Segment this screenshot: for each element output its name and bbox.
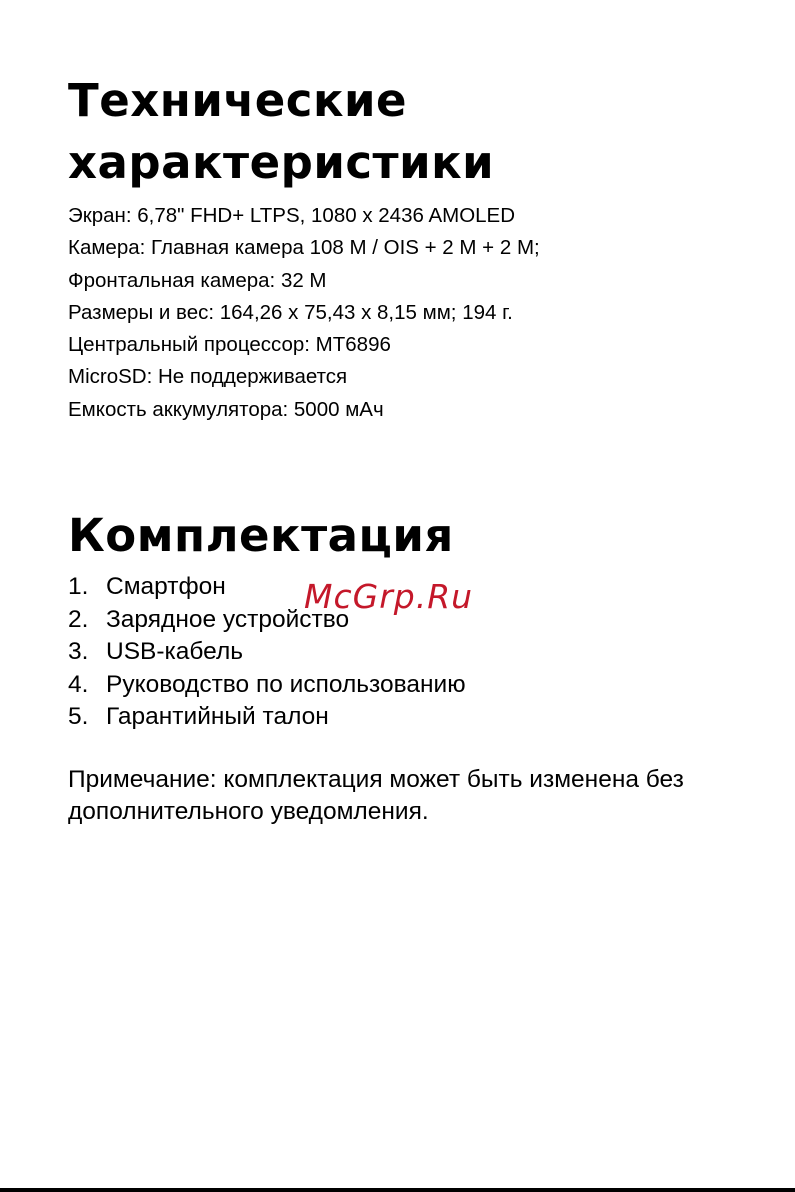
package-item-number: 3. xyxy=(68,638,89,665)
package-item-label: Смартфон xyxy=(106,573,226,600)
spec-line-screen: Экран: 6,78" FHD+ LTPS, 1080 x 2436 AMOLED xyxy=(68,204,516,227)
package-item-label: Зарядное устройство xyxy=(106,605,350,633)
package-item-number: 5. xyxy=(68,703,89,730)
spec-line-microsd: MicroSD: Не поддерживается xyxy=(68,365,348,389)
package-item-user-guide xyxy=(68,669,466,702)
spec-line-main-camera: Камера: Главная камера 108 M / OIS + 2 M + 2 M; xyxy=(68,236,540,260)
specifications-title: Технические характеристики xyxy=(68,74,495,189)
package-item-label: Руководство по использованию xyxy=(106,670,466,698)
spec-line-processor: Центральный процессор: MT6896 xyxy=(68,333,391,357)
spec-line-battery: Емкость аккумулятора: 5000 мАч xyxy=(68,397,384,421)
package-note: Примечание: комплектация может быть изменена без дополнительного уведомления. xyxy=(68,766,684,825)
spec-line-front-camera: Фронтальная камера: 32 M xyxy=(68,268,327,292)
package-item-usb-cable xyxy=(68,636,466,669)
package-item-label: Гарантийный талон xyxy=(106,703,329,730)
package-item-number: 4. xyxy=(68,670,89,698)
spec-line-dimensions: Размеры и вес: 164,26 x 75,43 x 8,15 мм; 194 г. xyxy=(68,300,513,324)
package-item-warranty-card xyxy=(68,701,466,734)
package-title: Комплектация xyxy=(68,509,454,562)
watermark-text: McGrp.Ru xyxy=(304,577,474,616)
page-bottom-rule xyxy=(0,1188,795,1192)
package-item-number: 2. xyxy=(68,605,89,633)
specifications-list xyxy=(68,200,540,426)
package-item-number: 1. xyxy=(68,573,89,600)
package-item-label: USB-кабель xyxy=(106,638,244,665)
